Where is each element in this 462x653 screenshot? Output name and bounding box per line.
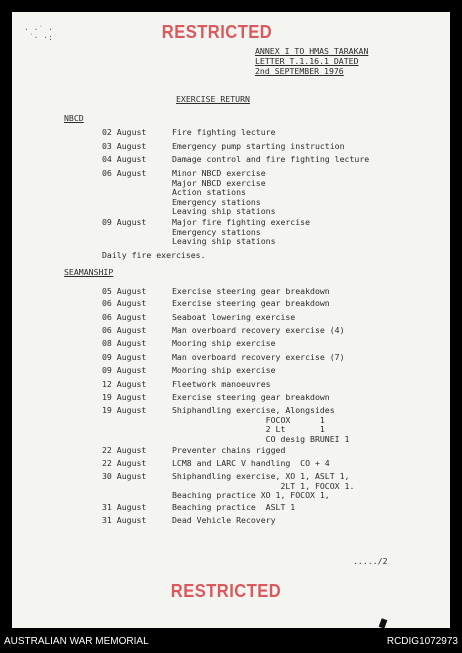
entry-text: Shiphandling exercise, XO 1, ASLT 1, 2LT 1, FOCOX 1. Beaching practice XO 1, FOCOX 1,	[172, 471, 355, 501]
paper-specks: · ·˙ · ˙· ·:	[24, 25, 53, 42]
footer-record-id: RCDIG1072973	[386, 636, 458, 647]
entry-date: 02 August	[102, 127, 147, 137]
section-heading-nbcd: NBCD	[64, 113, 84, 123]
entry-text: Dead Vehicle Recovery	[172, 515, 276, 525]
entry-text: Exercise steering gear breakdown	[172, 286, 330, 296]
entry-text: Mooring ship exercise	[172, 365, 276, 375]
footer-institution: AUSTRALIAN WAR MEMORIAL	[4, 636, 149, 647]
annex-line: 2nd SEPTEMBER 1976	[255, 66, 344, 76]
entry-date: 06 August	[102, 312, 147, 322]
entry-text: Minor NBCD exercise Major NBCD exercise Action stations Emergency stations Leaving ship stations	[172, 168, 276, 217]
restricted-stamp-top: RESTRICTED	[161, 22, 273, 42]
entry-date: 22 August	[102, 458, 147, 468]
entry-date: 08 August	[102, 338, 147, 348]
entry-date: 03 August	[102, 141, 147, 151]
entry-text: Shiphandling exercise, Alongsides FOCOX 1 2 Lt 1 CO desig BRUNEI 1	[172, 405, 350, 444]
entry-date: 31 August	[102, 515, 147, 525]
annex-reference	[255, 46, 368, 76]
entry-date: 19 August	[102, 392, 147, 402]
entry-text: Seaboat lowering exercise	[172, 312, 296, 322]
entry-text: Beaching practice ASLT 1	[172, 502, 296, 512]
entry-date: 30 August	[102, 471, 147, 481]
entry-date: 06 August	[102, 298, 147, 308]
entry-date: 06 August	[102, 168, 147, 178]
page-continuation-marker: ...../2	[353, 556, 388, 566]
section-note: Daily fire exercises.	[102, 250, 206, 260]
restricted-stamp-bottom: RESTRICTED	[170, 581, 282, 601]
entry-text: Mooring ship exercise	[172, 338, 276, 348]
entry-date: 19 August	[102, 405, 147, 415]
entry-text: Emergency pump starting instruction	[172, 141, 345, 151]
entry-date: 12 August	[102, 379, 147, 389]
entry-text: LCM8 and LARC V handling CO + 4	[172, 458, 330, 468]
entry-text: Man overboard recovery exercise (7)	[172, 352, 345, 362]
entry-date: 06 August	[102, 325, 147, 335]
entry-text: Preventer chains rigged	[172, 445, 286, 455]
entry-text: Fleetwork manoeuvres	[172, 379, 271, 389]
entry-date: 09 August	[102, 217, 147, 227]
annex-line: ANNEX I TO HMAS TARAKAN	[255, 46, 369, 56]
entry-date: 31 August	[102, 502, 147, 512]
entry-date: 22 August	[102, 445, 147, 455]
entry-date: 09 August	[102, 352, 147, 362]
entry-date: 09 August	[102, 365, 147, 375]
entry-text: Man overboard recovery exercise (4)	[172, 325, 345, 335]
entry-date: 05 August	[102, 286, 147, 296]
document-title: EXERCISE RETURN	[176, 94, 250, 104]
entry-text: Exercise steering gear breakdown	[172, 298, 330, 308]
annex-line: LETTER T.1.16.1 DATED	[255, 56, 359, 66]
entry-text: Exercise steering gear breakdown	[172, 392, 330, 402]
entry-text: Damage control and fire fighting lecture	[172, 154, 370, 164]
entry-text: Fire fighting lecture	[172, 127, 276, 137]
archive-footer	[0, 628, 462, 653]
section-heading-seamanship: SEAMANSHIP	[64, 267, 114, 277]
entry-text: Major fire fighting exercise Emergency stations Leaving ship stations	[172, 217, 311, 247]
entry-date: 04 August	[102, 154, 147, 164]
